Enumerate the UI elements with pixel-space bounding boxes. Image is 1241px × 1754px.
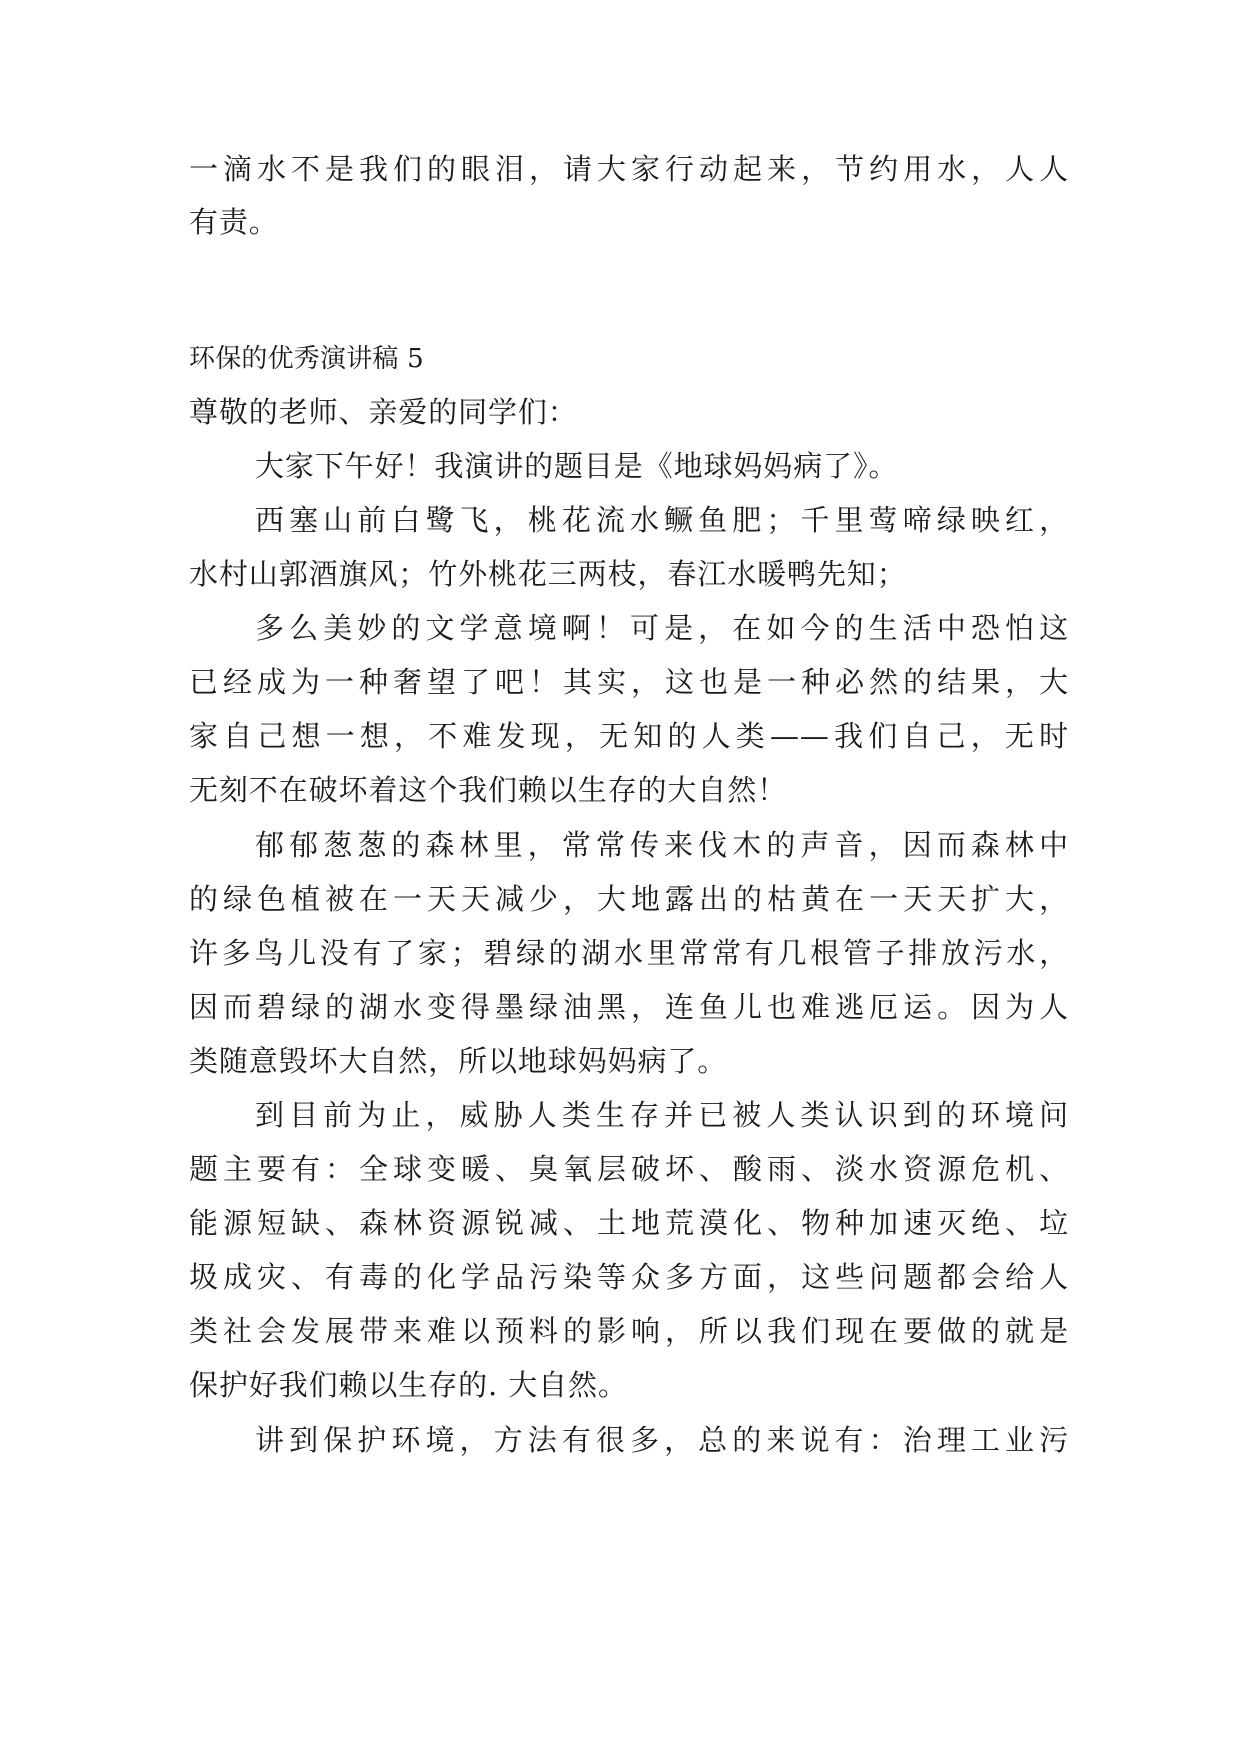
paragraph-line: 有责。 [189,205,279,239]
paragraph-line: 类社会发展带来难以预料的影响，所以我们现在要做的就是 [189,1314,1069,1348]
paragraph-line: 到目前为止，威胁人类生存并已被人类认识到的环境问 [255,1098,1069,1132]
paragraph-line: 讲到保护环境，方法有很多，总的来说有：治理工业污 [255,1423,1069,1457]
paragraph-line: 圾成灾、有毒的化学品污染等众多方面，这些问题都会给人 [189,1260,1069,1294]
paragraph-line: 郁郁葱葱的森林里，常常传来伐木的声音，因而森林中 [255,828,1069,862]
section-title: 环保的优秀演讲稿 5 [189,344,424,374]
paragraph-line: 的绿色植被在一天天减少，大地露出的枯黄在一天天扩大， [189,882,1069,916]
paragraph-line: 已经成为一种奢望了吧！其实，这也是一种必然的结果，大 [189,665,1069,699]
paragraph-line: 大家下午好！我演讲的题目是《地球妈妈病了》。 [255,449,899,483]
salutation: 尊敬的老师、亲爱的同学们： [189,395,578,429]
paragraph-line: 西塞山前白鹭飞，桃花流水鳜鱼肥；千里莺啼绿映红， [255,503,1069,537]
paragraph-line: 一滴水不是我们的眼泪，请大家行动起来，节约用水，人人 [189,152,1069,186]
paragraph-line: 家自己想一想，不难发现，无知的人类——我们自己，无时 [189,719,1069,753]
paragraph-line: 类随意毁坏大自然，所以地球妈妈病了。 [189,1044,728,1078]
paragraph-line: 题主要有：全球变暖、臭氧层破坏、酸雨、淡水资源危机、 [189,1152,1069,1186]
paragraph-line: 能源短缺、森林资源锐减、土地荒漠化、物种加速灭绝、垃 [189,1206,1069,1240]
paragraph-line: 水村山郭酒旗风；竹外桃花三两枝，春江水暖鸭先知； [189,557,907,591]
paragraph-line: 保护好我们赖以生存的. 大自然。 [189,1368,628,1402]
paragraph-line: 多么美妙的文学意境啊！可是，在如今的生活中恐怕这 [255,611,1069,645]
paragraph-line: 无刻不在破坏着这个我们赖以生存的大自然！ [189,773,788,807]
paragraph-line: 因而碧绿的湖水变得墨绿油黑，连鱼儿也难逃厄运。因为人 [189,990,1069,1024]
paragraph-line: 许多鸟儿没有了家；碧绿的湖水里常常有几根管子排放污水， [189,936,1069,970]
